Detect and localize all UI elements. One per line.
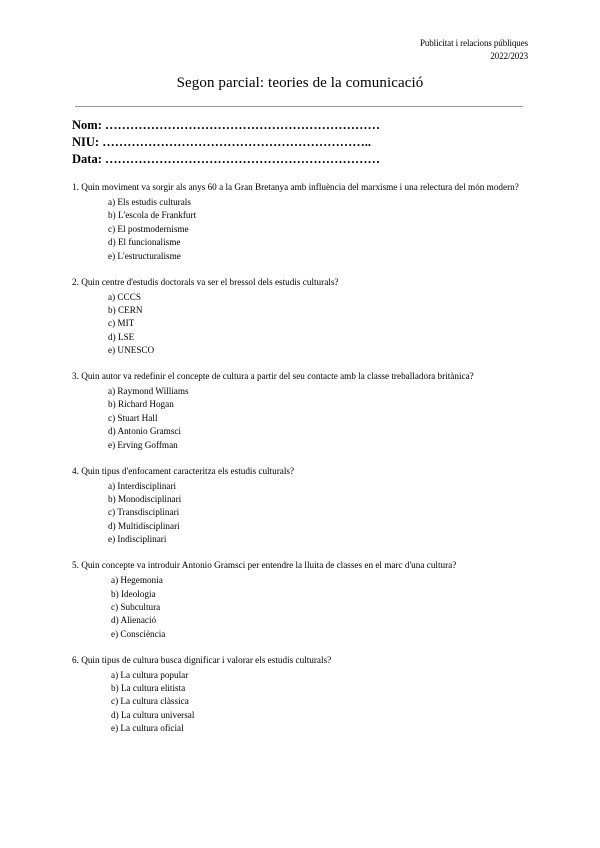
answer-options: [72, 669, 534, 736]
answer-option: e) La cultura oficial: [111, 723, 184, 734]
answer-option: b) Monodisciplinari: [108, 494, 182, 504]
answer-option: c) Subcultura: [111, 601, 161, 612]
date-label: Data:: [72, 152, 102, 166]
question-text: 1. Quin moviment va sorgir als anys 60 a la Gran Bretanya amb influència del marxisme i una relectura del món modern?: [72, 182, 519, 192]
course-name: Publicitat i relacions públiques: [419, 38, 528, 48]
name-blank: …………………………………………………………: [104, 118, 380, 132]
niu-field: [72, 134, 380, 151]
answer-option: d) La cultura universal: [111, 709, 195, 720]
niu-blank: ………………………………………………………..: [102, 135, 371, 149]
answer-option: c) Transdisciplinari: [108, 507, 180, 518]
answer-option: d) Antonio Gramsci: [108, 426, 181, 437]
academic-year: 2022/2023: [490, 51, 528, 61]
page-title: Segon parcial: teories de la comunicació: [176, 75, 424, 91]
answer-options: [72, 574, 534, 641]
answer-options: [72, 385, 534, 452]
answer-option: a) La cultura popular: [111, 669, 189, 680]
name-label: Nom:: [72, 118, 102, 132]
answer-option: b) Ideologia: [111, 588, 156, 599]
answer-option: e) UNESCO: [108, 345, 155, 356]
answer-option: b) CERN: [108, 304, 143, 315]
question-1: [72, 181, 534, 263]
document-header: [420, 37, 528, 63]
question-text: 4. Quin tipus d'enfocament caracteritza els estudis culturals?: [72, 465, 295, 476]
answer-option: d) El funcionalisme: [108, 237, 181, 248]
answer-option: c) La cultura clàssica: [111, 696, 189, 707]
answer-option: e) Consciència: [111, 628, 166, 639]
question-text: 2. Quin centre d'estudis doctorals va ser el bressol dels estudis culturals?: [72, 276, 339, 287]
answer-option: a) CCCS: [108, 291, 141, 302]
question-5: [72, 559, 534, 641]
answer-option: e) Indisciplinari: [108, 534, 167, 545]
answer-option: c) El postmodernisme: [108, 223, 189, 234]
date-blank: …………………………………………………………: [104, 152, 380, 166]
answer-option: d) Multidisciplinari: [108, 520, 180, 531]
answer-option: d) LSE: [108, 331, 135, 342]
answer-option: b) L'escola de Frankfurt: [108, 210, 197, 221]
answer-option: b) La cultura elitista: [111, 683, 186, 694]
answer-options: [72, 480, 534, 547]
answer-option: c) Stuart Hall: [108, 412, 158, 423]
answer-option: a) Raymond Williams: [108, 386, 189, 397]
student-info-fields: [72, 117, 380, 168]
answer-options: [72, 196, 534, 263]
name-field: [72, 117, 380, 134]
question-4: [72, 465, 534, 547]
answer-option: c) MIT: [108, 318, 135, 329]
question-list: [72, 181, 534, 748]
answer-option: d) Alienació: [111, 615, 157, 626]
answer-option: a) Els estudis culturals: [108, 197, 191, 207]
niu-label: NIU:: [72, 135, 100, 149]
question-6: [72, 654, 534, 736]
question-text: 6. Quin tipus de cultura busca dignificar i valorar els estudis culturals?: [72, 654, 332, 665]
answer-option: e) Erving Goffman: [108, 439, 178, 450]
question-3: [72, 370, 534, 452]
answer-option: b) Richard Hogan: [108, 399, 174, 410]
date-field: [72, 151, 380, 168]
title-divider: [75, 106, 523, 107]
question-2: [72, 276, 534, 358]
answer-option: e) L'estructuralisme: [108, 250, 181, 261]
answer-option: a) Hegemonia: [111, 575, 163, 586]
question-text: 3. Quin autor va redefinir el concepte de cultura a partir del seu contacte amb la classe treballadora britànica?: [72, 371, 474, 382]
answer-options: [72, 291, 534, 358]
question-text: 5. Quin concepte va introduir Antonio Gramsci per entendre la lluita de classes en el marc d'una cultura?: [72, 560, 457, 571]
answer-option: a) Interdisciplinari: [108, 480, 177, 491]
